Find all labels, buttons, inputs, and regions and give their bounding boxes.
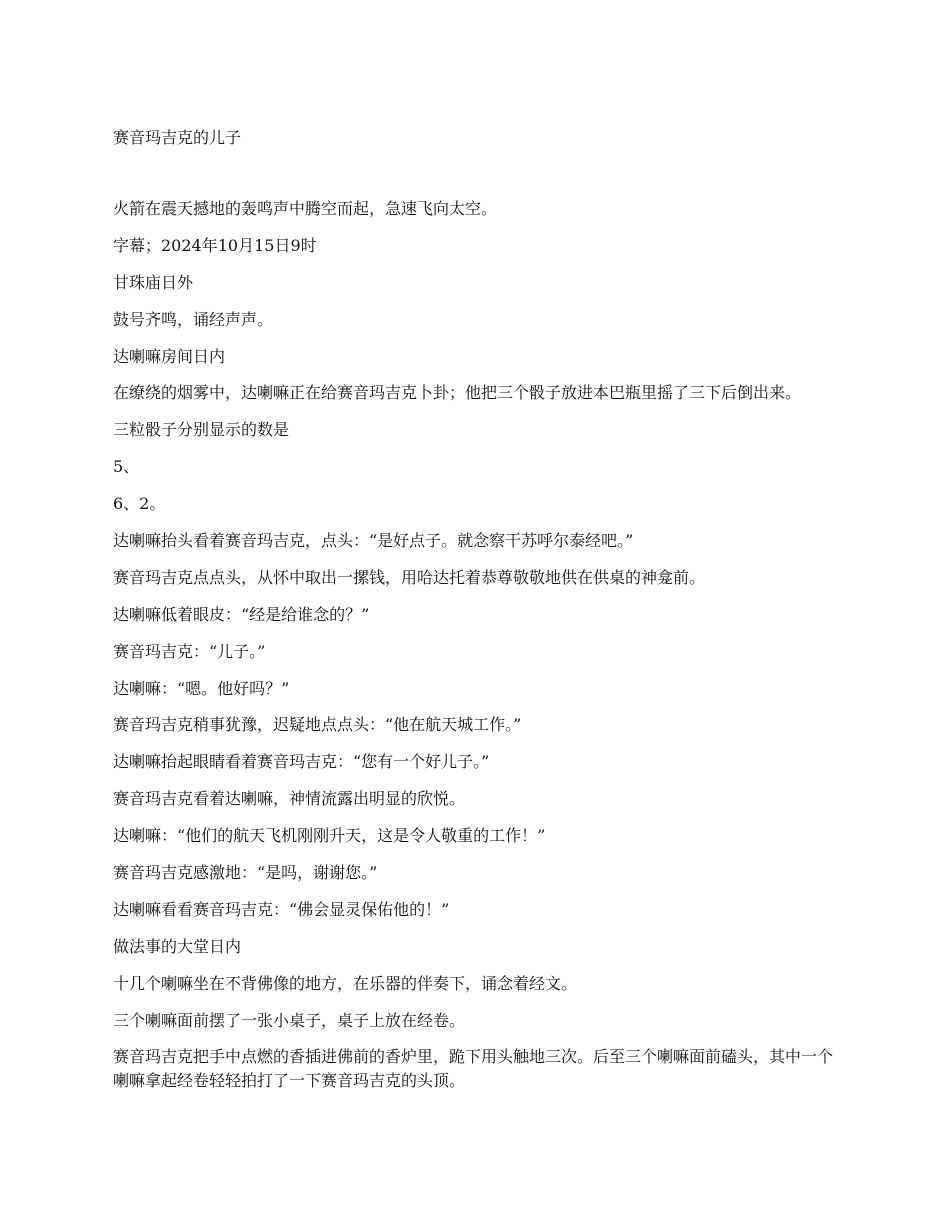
paragraph: 达喇嘛抬头看着赛音玛吉克，点头：“是好点子。就念察干苏呼尔泰经吧。”: [113, 531, 634, 551]
document-title: 赛音玛吉克的儿子: [113, 128, 242, 147]
paragraph: 三粒骰子分别显示的数是: [113, 420, 290, 440]
paragraph: 达喇嘛抬起眼睛看着赛音玛吉克：“您有一个好儿子。”: [113, 752, 490, 772]
paragraph: 火箭在震天撼地的轰鸣声中腾空而起，急速飞向太空。: [113, 199, 498, 218]
paragraph: 达喇嘛看看赛音玛吉克：“佛会显灵保佑他的！”: [113, 899, 450, 919]
paragraph: 甘珠庙日外: [113, 272, 194, 292]
paragraph: 做法事的大堂日内: [113, 936, 242, 956]
paragraph: 鼓号齐鸣，诵经声声。: [113, 309, 274, 329]
paragraph: 赛音玛吉克把手中点燃的香插进佛前的香炉里，跪下用头触地三次。后至三个喇嘛面前磕头，其中一个喇嘛拿起经卷轻轻拍打了一下赛音玛吉克的头顶。: [113, 1047, 834, 1091]
paragraph: 字幕；2024年10月15日9时: [113, 235, 317, 255]
paragraph: 5、: [113, 457, 140, 477]
paragraph: 赛音玛吉克：“儿子。”: [113, 641, 266, 661]
paragraph: 赛音玛吉克点点头，从怀中取出一摞钱，用哈达托着恭尊敬敬地供在供桌的神龛前。: [113, 567, 706, 587]
paragraph: 赛音玛吉克感激地：“是吗，谢谢您。”: [113, 863, 378, 883]
paragraph: 十几个喇嘛坐在不背佛像的地方，在乐器的伴奏下，诵念着经文。: [113, 973, 578, 993]
paragraph: 在缭绕的烟雾中，达喇嘛正在给赛音玛吉克卜卦；他把三个骰子放进本巴瓶里摇了三下后倒出来。: [113, 383, 802, 403]
document-body: [113, 197, 843, 1106]
paragraph: 达喇嘛房间日内: [113, 346, 226, 366]
paragraph: 6、2。: [113, 494, 166, 514]
paragraph: 赛音玛吉克看着达喇嘛，神情流露出明显的欣悦。: [113, 789, 466, 809]
paragraph: 三个喇嘛面前摆了一张小桌子，桌子上放在经卷。: [113, 1010, 466, 1030]
paragraph: 达喇嘛：“他们的航天飞机刚刚升天，这是令人敬重的工作！”: [113, 826, 546, 846]
paragraph: 赛音玛吉克稍事犹豫，迟疑地点点头：“他在航天城工作。”: [113, 715, 522, 735]
paragraph: 达喇嘛：“嗯。他好吗？”: [113, 678, 290, 698]
paragraph: 达喇嘛低着眼皮：“经是给谁念的？”: [113, 604, 370, 624]
